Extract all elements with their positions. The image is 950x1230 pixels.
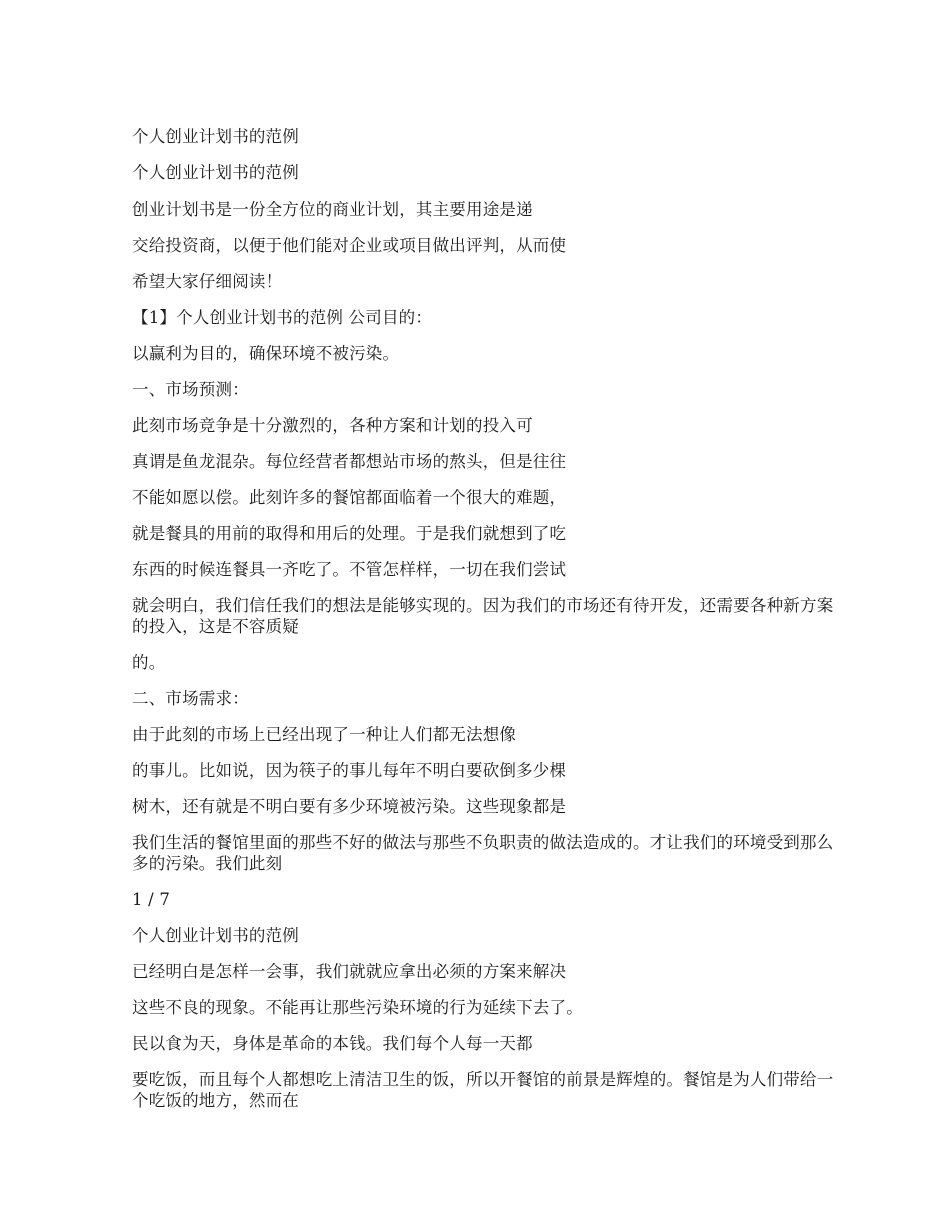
heading-title: 个人创业计划书的范例 bbox=[132, 127, 299, 146]
paragraph-line: 的事儿。比如说，因为筷子的事儿每年不明白要砍倒多少棵 bbox=[132, 761, 567, 780]
paragraph-line: 已经明白是怎样一会事，我们就就应拿出必须的方案来解决 bbox=[132, 962, 567, 981]
paragraph-line: 以赢利为目的，确保环境不被污染。 bbox=[132, 344, 400, 363]
page-number: 1 / 7 bbox=[132, 890, 171, 909]
paragraph-line: 交给投资商，以便于他们能对企业或项目做出评判，从而使 bbox=[132, 236, 567, 255]
paragraph-line: 希望大家仔细阅读！ bbox=[132, 272, 283, 291]
paragraph-line: 这些不良的现象。不能再让那些污染环境的行为延续下去了。 bbox=[132, 998, 583, 1017]
section-heading: 一、市场预测： bbox=[132, 380, 249, 399]
paragraph-line: 由于此刻的市场上已经出现了一种让人们都无法想像 bbox=[132, 725, 517, 744]
section-heading: 【1】个人创业计划书的范例 公司目的： bbox=[132, 308, 433, 327]
paragraph-line: 东西的时候连餐具一齐吃了。不管怎样样，一切在我们尝试 bbox=[132, 560, 567, 579]
paragraph-line: 就是餐具的用前的取得和用后的处理。于是我们就想到了吃 bbox=[132, 524, 567, 543]
paragraph-line: 民以食为天，身体是革命的本钱。我们每个人每一天都 bbox=[132, 1034, 533, 1053]
paragraph-line: 创业计划书是一份全方位的商业计划，其主要用途是递 bbox=[132, 200, 533, 219]
subheading-title: 个人创业计划书的范例 bbox=[132, 163, 299, 182]
paragraph-line: 此刻市场竞争是十分激烈的，各种方案和计划的投入可 bbox=[132, 416, 533, 435]
paragraph-wrapped: 我们生活的餐馆里面的那些不好的做法与那些不负职责的做法造成的。才让我们的环境受到那么多的污染。我们此刻 bbox=[132, 833, 834, 873]
section-heading: 二、市场需求： bbox=[132, 689, 249, 708]
paragraph-line: 真谓是鱼龙混杂。每位经营者都想站市场的熬头，但是往往 bbox=[132, 452, 567, 471]
running-header: 个人创业计划书的范例 bbox=[132, 926, 299, 945]
paragraph-wrapped: 要吃饭，而且每个人都想吃上清洁卫生的饭，所以开餐馆的前景是辉煌的。餐馆是为人们带给一个吃饭的地方，然而在 bbox=[132, 1070, 834, 1110]
paragraph-wrapped: 就会明白，我们信任我们的想法是能够实现的。因为我们的市场还有待开发，还需要各种新方案的投入，这是不容质疑 bbox=[132, 596, 834, 636]
paragraph-line: 的。 bbox=[132, 653, 166, 672]
paragraph-line: 不能如愿以偿。此刻许多的餐馆都面临着一个很大的难题， bbox=[132, 488, 567, 507]
paragraph-line: 树木，还有就是不明白要有多少环境被污染。这些现象都是 bbox=[132, 797, 567, 816]
